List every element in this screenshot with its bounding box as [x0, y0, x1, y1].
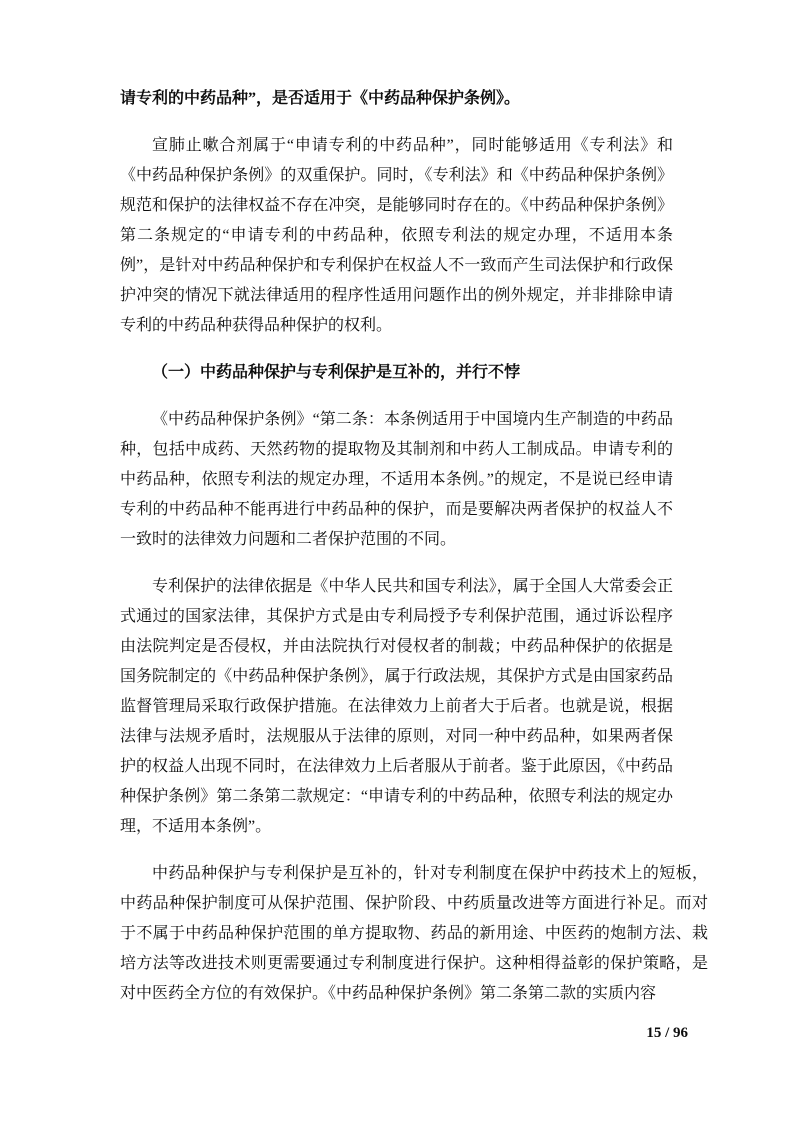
body-paragraph-4: 中药品种保护与专利保护是互补的，针对专利制度在保护中药技术上的短板，中药品种保护制度可从保护范围、保护阶段、中药质量改进等方面进行补足。而对于不属于中药品种保护范围的单方提取物、药品的新用途、中医药的炮制方法、栽培方法等改进技术则更需要通过专利制度进行保护。这种相得益彰的保护策略，是对中医药全方位的有效保护。《中药品种保护条例》第二条第二款的实质内容	[120, 865, 708, 1002]
section-heading: （一）中药品种保护与专利保护是互补的，并行不悖	[152, 364, 521, 381]
body-paragraph-1: 宣肺止嗽合剂属于“申请专利的中药品种”，同时能够适用《专利法》和《中药品种保护条例》的双重保护。同时，《专利法》和《中药品种保护条例》规范和保护的法律权益不存在冲突，是能够同时存在的。《中药品种保护条例》第二条规定的“申请专利的中药品种，依照专利法的规定办理，不适用本条例”，是针对中药品种保护和专利保护在权益人不一致而产生司法保护和行政保护冲突的情况下就法律适用的程序性适用问题作出的例外规定，并非排除申请专利的中药品种获得品种保护的权利。	[120, 137, 673, 334]
lead-line-bold: 请专利的中药品种”，是否适用于《中药品种保护条例》。	[120, 90, 521, 107]
page-number: 15 / 96	[646, 1025, 688, 1041]
body-paragraph-2: 《中药品种保护条例》“第二条：本条例适用于中国境内生产制造的中药品种，包括中成药、天然药物的提取物及其制剂和中药人工制成品。申请专利的中药品种，依照专利法的规定办理，不适用本条例。”的规定，不是说已经申请专利的中药品种不能再进行中药品种的保护，而是要解决两者保护的权益人不一致时的法律效力问题和二者保护范围的不同。	[120, 411, 673, 548]
body-paragraph-3: 专利保护的法律依据是《中华人民共和国专利法》，属于全国人大常委会正式通过的国家法律，其保护方式是由专利局授予专利保护范围，通过诉讼程序由法院判定是否侵权，并由法院执行对侵权者的制裁；中药品种保护的依据是国务院制定的《中药品种保护条例》，属于行政法规，其保护方式是由国家药品监督管理局采取行政保护措施。在法律效力上前者大于后者。也就是说，根据法律与法规矛盾时，法规服从于法律的原则，对同一种中药品种，如果两者保护的权益人出现不同时，在法律效力上后者服从于前者。鉴于此原因，《中药品种保护条例》第二条第二款规定：“申请专利的中药品种，依照专利法的规定办理，不适用本条例”。	[120, 578, 673, 835]
page-content	[120, 84, 708, 1026]
